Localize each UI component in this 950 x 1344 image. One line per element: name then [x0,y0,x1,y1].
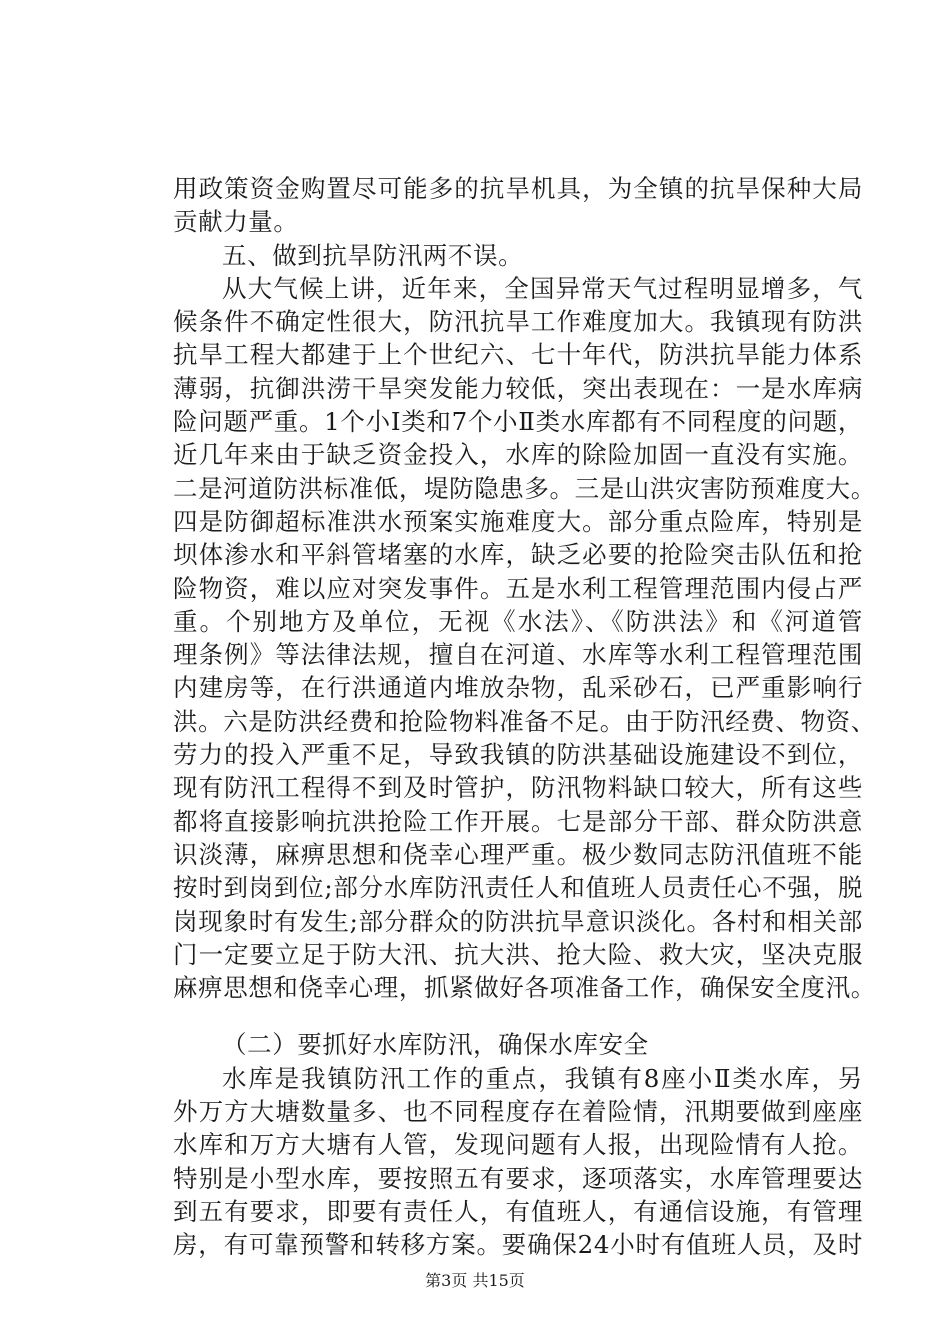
text-line: 劳力的投入严重不足，导致我镇的防洪基础设施建设不到位， [173,740,863,770]
page-number: 第3页 共15页 [425,1271,525,1290]
text-line: 四是防御超标准洪水预案实施难度大。部分重点险库，特别是 [173,506,863,536]
text-line: 识淡薄，麻痹思想和侥幸心理严重。极少数同志防汛值班不能 [173,839,863,869]
text-line: 水库和万方大塘有人管，发现问题有人报，出现险情有人抢。 [173,1130,863,1160]
text-line: 抗旱工程大都建于上个世纪六、七十年代，防洪抗旱能力体系 [173,340,863,370]
paragraph-gap [173,1004,863,1028]
text-line: 理条例》等法律法规，擅自在河道、水库等水利工程管理范围 [173,640,863,670]
text-line: 坝体渗水和平斜管堵塞的水库，缺乏必要的抢险突击队伍和抢 [173,540,863,570]
text-line: 现有防汛工程得不到及时管护，防汛物料缺口较大，所有这些 [173,773,863,803]
text-line: 特别是小型水库，要按照五有要求，逐项落实，水库管理要达 [173,1163,863,1193]
text-line: 险问题严重。1个小Ⅰ类和7个小Ⅱ类水库都有不同程度的问题， [173,407,863,437]
text-line: 近几年来由于缺乏资金投入，水库的除险加固一直没有实施。 [173,440,863,470]
text-line: 用政策资金购置尽可能多的抗旱机具，为全镇的抗旱保种大局 [173,174,863,203]
text-line: 内建房等，在行洪通道内堆放杂物，乱采砂石，已严重影响行 [173,673,863,703]
text-line: 险物资，难以应对突发事件。五是水利工程管理范围内侵占严 [173,573,863,603]
text-line: 薄弱，抗御洪涝干旱突发能力较低，突出表现在：一是水库病 [173,373,863,403]
section-heading: 五、做到抗旱防汛两不误。 [222,240,524,270]
text-line: 候条件不确定性很大，防汛抗旱工作难度加大。我镇现有防洪 [173,307,863,337]
text-line: 水库是我镇防汛工作的重点，我镇有8座小Ⅱ类水库，另 [222,1063,863,1093]
text-line: 到五有要求，即要有责任人，有值班人，有通信设施，有管理 [173,1196,863,1226]
text-line: 都将直接影响抗洪抢险工作开展。七是部分干部、群众防洪意 [173,806,863,836]
text-line: 二是河道防洪标准低，堤防隐患多。三是山洪灾害防预难度大。 [173,473,876,503]
text-line: 重。个别地方及单位，无视《水法》、《防洪法》和《河道管 [173,606,863,636]
text-line: 外万方大塘数量多、也不同程度存在着险情，汛期要做到座座 [173,1097,863,1127]
text-line: 麻痹思想和侥幸心理，抓紧做好各项准备工作，确保安全度汛。 [173,973,876,1003]
text-line: 房，有可靠预警和转移方案。要确保24小时有值班人员，及时 [173,1230,863,1260]
text-line: 岗现象时有发生;部分群众的防洪抗旱意识淡化。各村和相关部 [173,906,863,936]
document-body [173,172,876,1262]
text-line: 从大气候上讲，近年来，全国异常天气过程明显增多，气 [222,273,863,303]
section-heading: （二）要抓好水库防汛，确保水库安全 [222,1030,649,1060]
text-line: 贡献力量。 [173,207,299,237]
text-line: 门一定要立足于防大汛、抗大洪、抢大险、救大灾，坚决克服 [173,939,863,969]
text-line: 按时到岗到位;部分水库防汛责任人和值班人员责任心不强，脱 [173,873,863,903]
text-line: 洪。六是防洪经费和抢险物料准备不足。由于防汛经费、物资、 [173,706,876,736]
